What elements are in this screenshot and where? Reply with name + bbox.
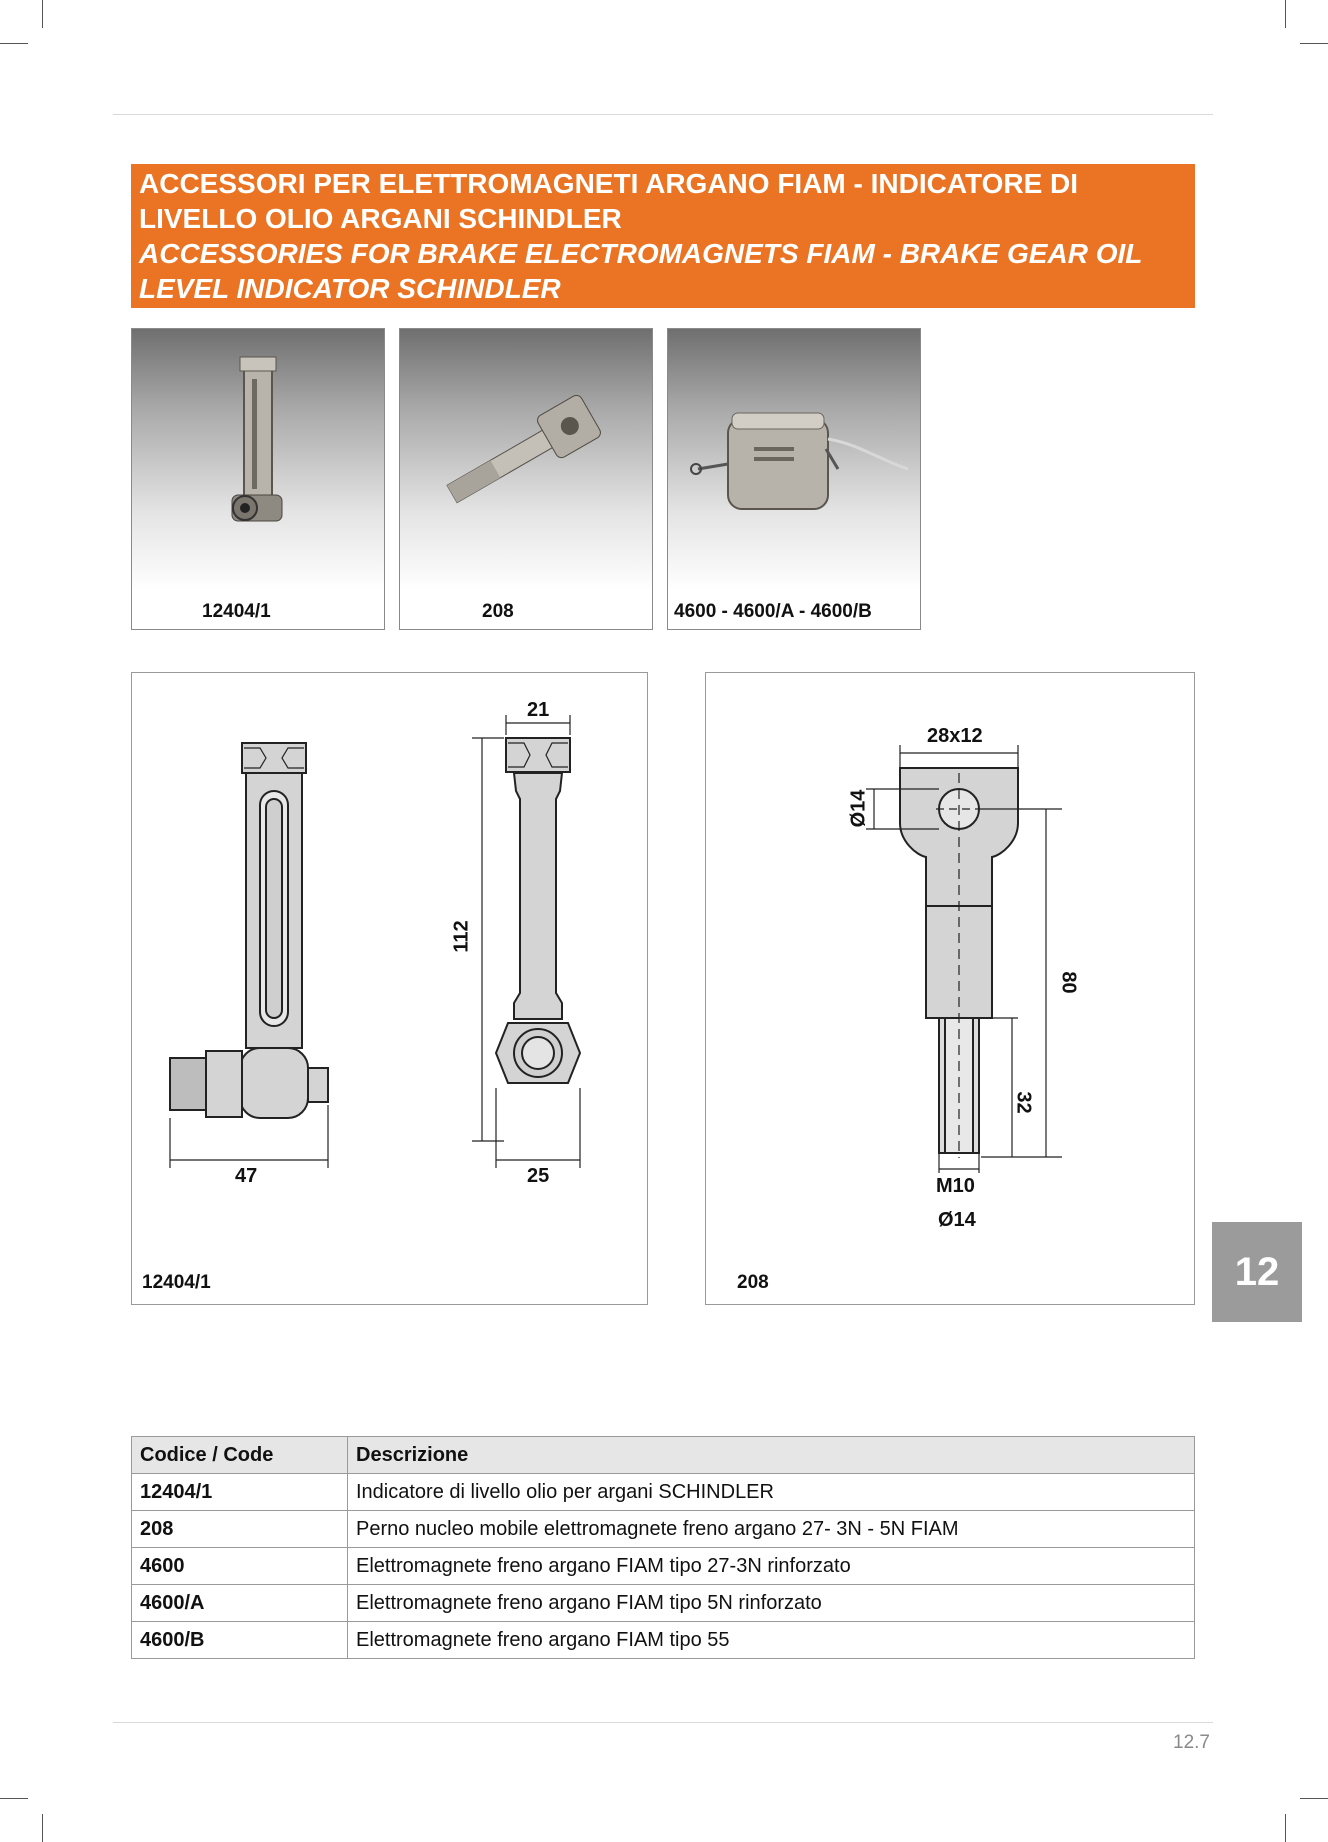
crop-mark xyxy=(1300,43,1328,44)
drawing-208 xyxy=(705,672,1195,1305)
table-row xyxy=(132,1511,1195,1548)
row-code: 208 xyxy=(132,1511,348,1548)
dim-hole: Ø14 xyxy=(847,789,870,828)
crop-mark xyxy=(42,0,43,28)
drawing-code: 12404/1 xyxy=(142,1272,211,1293)
product-photo xyxy=(400,329,652,591)
photo-caption: 4600 - 4600/A - 4600/B xyxy=(674,601,872,622)
crop-mark xyxy=(1285,0,1286,28)
title-it-line2: LIVELLO OLIO ARGANI SCHINDLER xyxy=(139,203,622,234)
dim-shaft: Ø14 xyxy=(938,1209,976,1231)
row-description: Elettromagnete freno argano FIAM tipo 5N rinforzato xyxy=(348,1585,1195,1622)
photo-caption: 12404/1 xyxy=(202,601,271,622)
crop-mark xyxy=(1300,1798,1328,1799)
crop-mark xyxy=(42,1814,43,1842)
row-description: Perno nucleo mobile elettromagnete freno argano 27- 3N - 5N FIAM xyxy=(348,1511,1195,1548)
top-rule xyxy=(113,114,1213,115)
product-photo xyxy=(132,329,384,591)
row-code: 12404/1 xyxy=(132,1474,348,1511)
drawing-code: 208 xyxy=(737,1272,769,1293)
dim-height: 112 xyxy=(450,920,473,953)
page-number: 12.7 xyxy=(1173,1732,1210,1753)
table-row xyxy=(132,1548,1195,1585)
header-description: Descrizione xyxy=(348,1437,1195,1474)
title-it-line1: ACCESSORI PER ELETTROMAGNETI ARGANO FIAM - INDICATORE DI xyxy=(139,168,1079,199)
photo-card-4600 xyxy=(667,328,921,630)
title-en-line1: ACCESSORIES FOR BRAKE ELECTROMAGNETS FIAM - BRAKE GEAR OIL xyxy=(139,238,1143,269)
technical-drawing xyxy=(132,673,647,1304)
dim-length: 80 xyxy=(1057,971,1080,994)
row-description: Indicatore di livello olio per argani SCHINDLER xyxy=(348,1474,1195,1511)
row-code: 4600/A xyxy=(132,1585,348,1622)
row-code: 4600/B xyxy=(132,1622,348,1659)
section-tab: 12 xyxy=(1212,1222,1302,1322)
row-code: 4600 xyxy=(132,1548,348,1585)
crop-mark xyxy=(1285,1814,1286,1842)
drawing-12404-1 xyxy=(131,672,648,1305)
crop-mark xyxy=(0,1798,28,1799)
table-header-row xyxy=(132,1437,1195,1474)
crop-mark xyxy=(0,43,28,44)
bottom-rule xyxy=(113,1722,1213,1723)
product-photo xyxy=(668,329,920,591)
photo-card-208 xyxy=(399,328,653,630)
dim-thread: M10 xyxy=(936,1175,975,1197)
header-code: Codice / Code xyxy=(132,1437,348,1474)
row-description: Elettromagnete freno argano FIAM tipo 55 xyxy=(348,1622,1195,1659)
row-description: Elettromagnete freno argano FIAM tipo 27-3N rinforzato xyxy=(348,1548,1195,1585)
section-header xyxy=(131,164,1195,308)
table-row xyxy=(132,1474,1195,1511)
dim-width-hex: 25 xyxy=(527,1165,550,1187)
photo-card-12404-1 xyxy=(131,328,385,630)
table-row xyxy=(132,1585,1195,1622)
photo-caption: 208 xyxy=(482,601,514,622)
dim-width-total: 47 xyxy=(235,1165,258,1187)
title-en-line2: LEVEL INDICATOR SCHINDLER xyxy=(139,273,561,304)
dim-head: 28x12 xyxy=(927,725,983,747)
dim-top-width: 21 xyxy=(527,699,550,721)
codes-table xyxy=(131,1436,1195,1659)
dim-thread-length: 32 xyxy=(1012,1091,1035,1114)
table-row xyxy=(132,1622,1195,1659)
